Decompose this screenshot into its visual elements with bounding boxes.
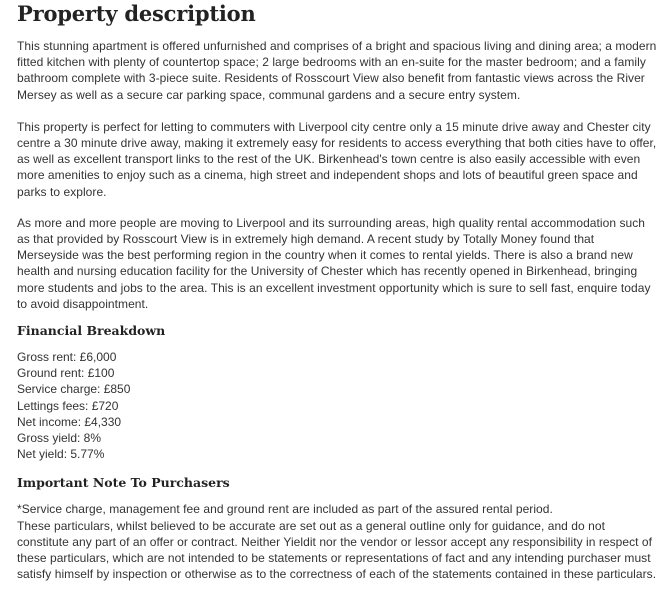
net-income-item: Net income: £4,330 [17,414,122,429]
gross-rent-item: Gross rent: £6,000 [17,350,117,365]
property-description-section [17,0,657,582]
financial-breakdown-heading: Financial Breakdown [17,323,166,339]
description-paragraph-1: This stunning apartment is offered unfurnished and comprises of a bright and spacious living and dining area; a modern fitted kitchen with plenty of countertop space; 2 large bedrooms with an en-suite for the master bedroom; and a family bathroom complete with 3-piece suite. Residents of Rosscourt View also benefit from fantastic views across the River Mersey as well as a secure car parking space, communal gardens and a secure entry system. [17,39,657,102]
disclaimer-text: These particulars, whilst believed to be accurate are set out as a general outline only for guidance, and do not constitute any part of an offer or contract. Neither Yieldit nor the vendor or lessor accept any responsibility in respect of these particulars, which are not intended to be statements or representations of fact and any intending purchaser must satisfy himself by inspection or otherwise as to the correctness of each of the statements contained in these particulars. [17,518,657,582]
important-note-body [17,501,657,582]
service-charge-item: Service charge: £850 [17,382,131,397]
description-paragraph-2: This property is perfect for letting to commuters with Liverpool city centre only a 15 minute drive away and Chester city centre a 30 minute drive away, making it extremely easy for residents to access everything that both cities have to offer, as well as excellent transport links to the rest of the UK. Birkenhead's town centre is also easily accessible with even more amenities to enjoy such as a cinema, high street and independent shops and lots of beautiful green space and parks to explore. [17,119,657,199]
gross-yield-item: Gross yield: 8% [17,431,102,446]
service-charge-note: *Service charge, management fee and ground rent are included as part of the assured rental period. [17,502,553,517]
net-yield-item: Net yield: 5.77% [17,447,105,462]
ground-rent-item: Ground rent: £100 [17,366,115,381]
lettings-fees-item: Lettings fees: £720 [17,398,119,413]
description-paragraph-3: As more and more people are moving to Liverpool and its surrounding areas, high quality rental accommodation such as that provided by Rosscourt View is in extremely high demand. A recent study by Totally Money found that Merseyside was the best performing region in the country when it comes to rental yields. There is also a brand new health and nursing education facility for the University of Chester which has recently opened in Birkenhead, bringing more students and jobs to the area. This is an excellent investment opportunity which is sure to sell fast, enquire today to avoid disappointment. [17,215,651,311]
financial-breakdown-list [17,349,657,462]
page-title: Property description [17,1,256,26]
important-note-heading: Important Note To Purchasers [17,475,230,491]
